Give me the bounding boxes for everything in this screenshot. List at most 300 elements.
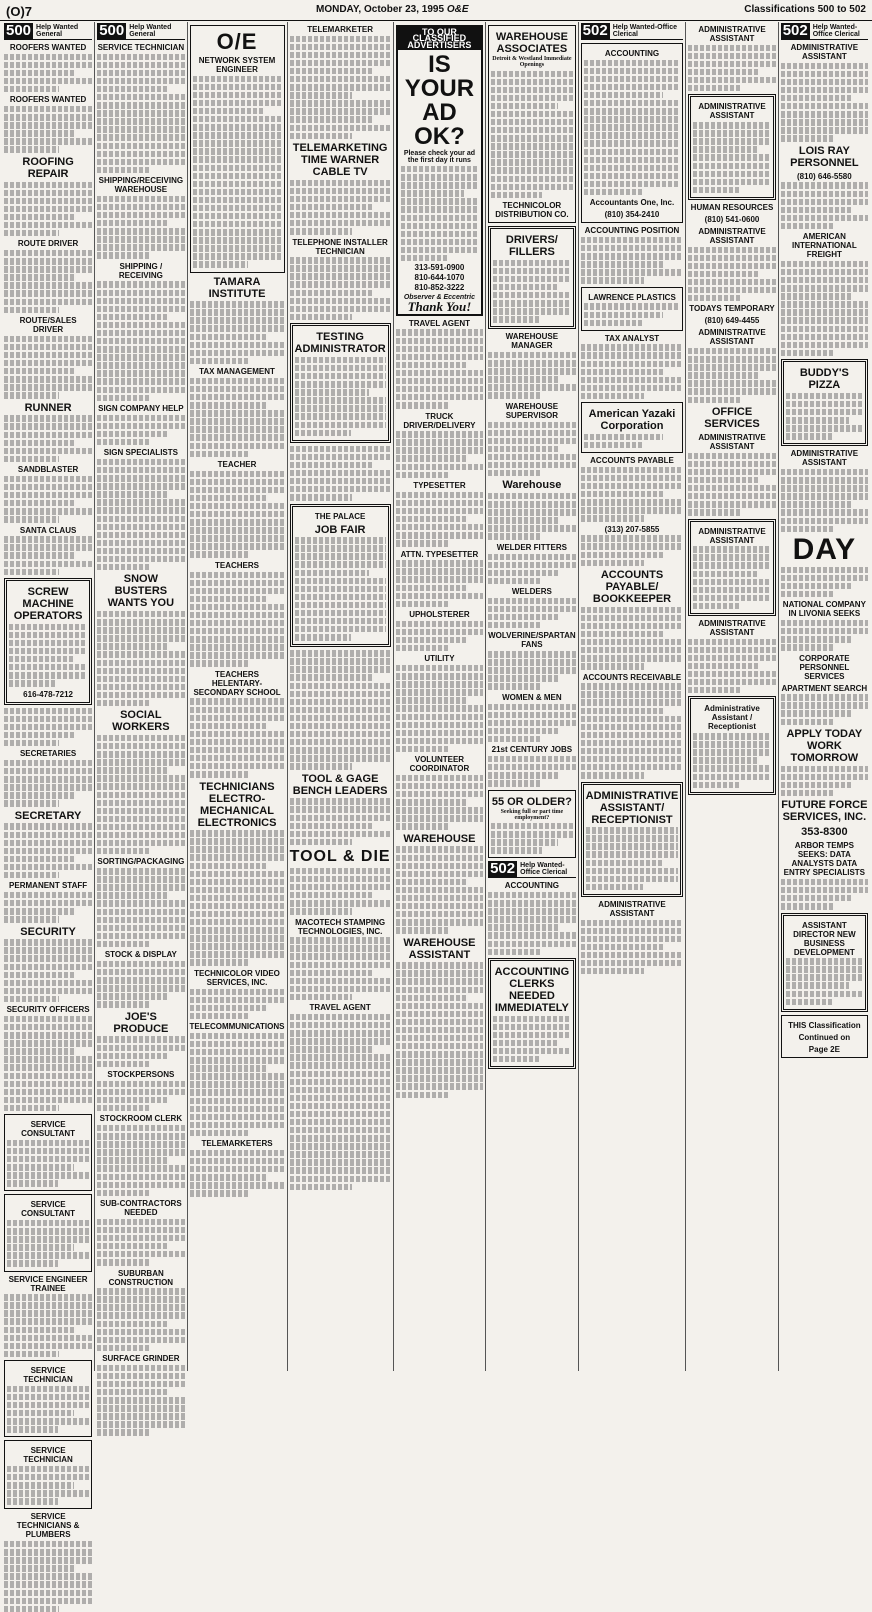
notice-thanks: Thank You!	[407, 299, 472, 315]
fine-print-line	[488, 562, 576, 568]
fine-print-line	[488, 360, 576, 366]
fine-print-line	[97, 54, 184, 60]
fine-print-line	[290, 683, 391, 689]
fine-print-line	[190, 871, 285, 877]
notice-cta: Please check your ad the first day it runs	[403, 150, 476, 164]
fine-print-line	[290, 290, 373, 296]
fine-print-line	[396, 1027, 483, 1033]
fine-print-line	[781, 501, 853, 507]
section-number: 502	[490, 860, 516, 878]
fine-print-line	[781, 199, 868, 205]
fine-print-line	[97, 415, 184, 421]
ad-heading: ATTN. TYPESETTER	[400, 549, 479, 559]
fine-print-line	[581, 552, 665, 558]
fine-print-line	[581, 740, 684, 746]
fine-print-line	[290, 462, 373, 468]
fine-print-line	[781, 309, 868, 315]
fine-print-line	[97, 94, 184, 100]
ad-heading: WELDER FITTERS	[496, 542, 567, 552]
fine-print-line	[781, 79, 868, 85]
section-number: 500	[99, 22, 125, 39]
fine-print-line	[97, 1149, 184, 1155]
fine-print-line	[190, 846, 285, 852]
fine-print-line	[190, 997, 285, 1003]
fine-print-line	[97, 378, 184, 384]
fine-print-line	[584, 165, 681, 171]
fine-print-line	[4, 516, 59, 522]
fine-print-line	[4, 972, 76, 978]
fine-print-line	[295, 373, 386, 379]
fine-print-line	[488, 438, 576, 444]
fine-print-line	[396, 722, 483, 728]
fine-print-line	[491, 847, 542, 853]
fine-print-line	[190, 443, 285, 449]
fine-print-line	[7, 1228, 89, 1234]
fine-print-line	[4, 138, 92, 144]
fine-print-line	[190, 989, 285, 995]
ad-heading: TEACHERS HELENTARY-SECONDARY SCHOOL	[193, 669, 281, 697]
fine-print-line	[190, 755, 285, 761]
fine-print-line	[786, 417, 849, 423]
fine-print-line	[781, 277, 868, 283]
fine-print-line	[7, 1236, 89, 1242]
fine-print-line	[97, 700, 151, 706]
fine-print-line	[290, 650, 391, 656]
fine-print-line	[193, 205, 282, 211]
fine-print-line	[688, 647, 775, 653]
fine-print-line	[491, 135, 573, 141]
fine-print-line	[97, 475, 184, 481]
ad-heading: WAREHOUSE SUPERVISOR	[505, 401, 559, 420]
fine-print-line	[290, 658, 391, 664]
fine-print-line	[97, 1182, 184, 1188]
fine-print-line	[396, 516, 468, 522]
fine-print-line	[97, 507, 184, 513]
fine-print-line	[396, 394, 483, 400]
fine-print-line	[97, 78, 184, 84]
fine-print-line	[290, 446, 391, 452]
fine-print-line	[688, 69, 760, 75]
fine-print-line	[396, 540, 450, 546]
fine-print-line	[4, 70, 76, 76]
fine-print-line	[581, 361, 684, 367]
boxed-ad	[688, 696, 775, 794]
ad-heading: ADMINISTRATIVE ASSISTANT	[698, 25, 766, 43]
fine-print-line	[396, 447, 483, 453]
ad-heading: PERMANENT STAFF	[9, 881, 88, 891]
fine-print-line	[295, 610, 386, 616]
fine-print-line	[488, 446, 560, 452]
fine-print-line	[290, 257, 391, 263]
fine-print-line	[290, 306, 391, 312]
fine-print-line	[97, 1157, 169, 1163]
boxed-ad	[488, 25, 576, 223]
fine-print-line	[4, 114, 92, 120]
section-number: 502	[782, 22, 808, 39]
fine-print-line	[190, 612, 285, 618]
fine-print-line	[290, 953, 391, 959]
ad-heading: SORTING/PACKAGING	[97, 857, 185, 867]
fine-print-line	[290, 723, 391, 729]
fine-print-line	[97, 684, 184, 690]
fine-print-line	[693, 154, 770, 160]
fine-print-line	[97, 491, 169, 497]
fine-print-line	[97, 792, 184, 798]
fine-print-line	[290, 188, 391, 194]
fine-print-line	[488, 908, 576, 914]
ad-heading: STOCK & DISPLAY	[104, 950, 177, 960]
fine-print-line	[4, 274, 76, 280]
fine-print-line	[190, 1114, 285, 1120]
notice-phone: 810-644-1070	[414, 272, 465, 282]
boxed-ad	[581, 402, 684, 453]
fine-print-line	[581, 724, 684, 730]
fine-print-line	[488, 517, 560, 523]
fine-print-line	[190, 1190, 249, 1196]
fine-print-line	[781, 326, 868, 332]
fine-print-line	[581, 352, 684, 358]
fine-print-line	[781, 182, 868, 188]
fine-print-line	[4, 1097, 92, 1103]
fine-print-line	[97, 840, 184, 846]
fine-print-line	[97, 1345, 151, 1351]
fine-print-line	[488, 756, 576, 762]
ad-heading: 21st CENTURY JOBS	[491, 745, 573, 755]
fine-print-line	[97, 439, 151, 445]
fine-print-line	[4, 1302, 92, 1308]
fine-print-line	[4, 214, 76, 220]
fine-print-line	[7, 1220, 89, 1226]
ad-phone: 616-478-7212	[23, 689, 73, 699]
fine-print-line	[7, 1244, 74, 1250]
fine-print-line	[4, 716, 92, 722]
boxed-ad	[290, 323, 391, 442]
ad-phone: (810) 649-4455	[704, 316, 760, 326]
fine-print-line	[97, 611, 184, 617]
fine-print-line	[488, 704, 576, 710]
fine-print-line	[491, 151, 573, 157]
fine-print-line	[97, 868, 184, 874]
fine-print-line	[290, 60, 391, 66]
fine-print-line	[97, 298, 184, 304]
fine-print-line	[781, 493, 868, 499]
fine-print-line	[396, 637, 468, 643]
fine-print-line	[786, 974, 863, 980]
fine-print-line	[97, 556, 184, 562]
fine-print-line	[193, 253, 282, 259]
fine-print-line	[781, 879, 868, 885]
fine-print-line	[190, 747, 285, 753]
fine-print-line	[396, 1083, 483, 1089]
fine-print-line	[581, 952, 684, 958]
fine-print-line	[193, 165, 282, 171]
fine-print-line	[97, 635, 184, 641]
fine-print-line	[488, 578, 542, 584]
fine-print-line	[190, 1158, 285, 1164]
fine-print-line	[97, 1243, 169, 1249]
section-header-502	[581, 23, 684, 40]
fine-print-line	[290, 180, 391, 186]
fine-print-line	[396, 697, 468, 703]
fine-print-line	[688, 287, 775, 293]
fine-print-line	[786, 409, 863, 415]
ad-heading: TAX MANAGEMENT	[199, 367, 275, 377]
fine-print-line	[4, 299, 92, 305]
fine-print-line	[584, 116, 681, 122]
fine-print-line	[97, 1251, 184, 1257]
fine-print-line	[396, 1003, 483, 1009]
fine-print-line	[4, 792, 76, 798]
fine-print-line	[688, 509, 742, 515]
fine-print-line	[190, 394, 285, 400]
fine-print-line	[493, 276, 571, 282]
fine-print-line	[7, 1172, 89, 1178]
fine-print-line	[295, 357, 386, 363]
ad-heading: TELECOMMUNICATIONS	[189, 1022, 285, 1032]
fine-print-line	[396, 576, 483, 582]
fine-print-line	[295, 430, 352, 436]
fine-print-line	[4, 1335, 92, 1341]
fine-print-line	[295, 545, 386, 551]
fine-print-line	[4, 1318, 92, 1324]
fine-print-line	[688, 45, 775, 51]
fine-print-line	[97, 387, 184, 393]
fine-print-line	[4, 900, 92, 906]
fine-print-line	[781, 710, 853, 716]
ad-heading: TELEPHONE INSTALLER TECHNICIAN	[292, 237, 388, 256]
fine-print-line	[693, 741, 770, 747]
fine-print-line	[781, 119, 868, 125]
ad-heading: RUNNER	[24, 401, 72, 414]
fine-print-line	[581, 615, 684, 621]
fine-print-line	[190, 317, 285, 323]
fine-print-line	[190, 1089, 285, 1095]
fine-print-line	[396, 645, 450, 651]
fine-print-line	[396, 402, 450, 408]
fine-print-line	[396, 532, 483, 538]
fine-print-line	[581, 467, 684, 473]
fine-print-line	[7, 1482, 74, 1488]
fine-print-line	[190, 628, 285, 634]
fine-print-line	[97, 110, 184, 116]
ad-heading: SCREW MACHINE OPERATORS	[13, 585, 83, 622]
ad-heading: ROOFERS WANTED	[9, 95, 87, 105]
fine-print-line	[97, 1174, 184, 1180]
fine-print-line	[781, 269, 868, 275]
fine-print-line	[290, 831, 391, 837]
fine-print-line	[97, 540, 184, 546]
ad-heading: JOE'S PRODUCE	[113, 1010, 169, 1035]
fine-print-line	[190, 830, 285, 836]
boxed-ad	[781, 359, 868, 446]
ad-heading: TELEMARKETERS	[201, 1139, 273, 1149]
fine-print-line	[97, 1001, 151, 1007]
fine-print-line	[290, 76, 391, 82]
fine-print-line	[190, 596, 268, 602]
ad-heading: ROOFERS WANTED	[9, 43, 87, 52]
fine-print-line	[290, 314, 353, 320]
notice-banner: TO OUR CLASSIFIED ADVERTISERS	[398, 27, 481, 50]
fine-print-line	[396, 386, 483, 392]
ad-heading: SHIPPING / RECEIVING	[118, 261, 163, 280]
ad-heading: ROUTE DRIVER	[17, 239, 79, 249]
fine-print-line	[4, 1081, 92, 1087]
boxed-ad	[581, 782, 684, 897]
fine-print-line	[781, 526, 835, 532]
section-header-502	[781, 23, 868, 40]
fine-print-line	[193, 197, 282, 203]
ad-subheading: Detroit & Westland Immediate Openings	[492, 56, 572, 69]
boxed-ad	[190, 25, 285, 273]
fine-print-line	[396, 500, 483, 506]
notice-phone: 810-852-3222	[414, 282, 465, 292]
ad-heading: TAMARA INSTITUTE	[208, 275, 266, 300]
fine-print-line	[688, 461, 775, 467]
fine-print-line	[97, 524, 184, 530]
fine-print-line	[4, 432, 92, 438]
column-3	[187, 22, 287, 1371]
fine-print-line	[396, 987, 483, 993]
fine-print-line	[4, 1565, 76, 1571]
fine-print-line	[401, 166, 478, 172]
fine-print-line	[97, 969, 184, 975]
fine-print-line	[4, 1581, 92, 1587]
fine-print-line	[488, 900, 576, 906]
fine-print-line	[396, 871, 483, 877]
fine-print-line	[396, 895, 483, 901]
ad-heading: ROOFING REPAIR	[22, 155, 74, 180]
fine-print-line	[688, 388, 775, 394]
notice-phone: 313-591-0900	[414, 262, 465, 272]
ad-heading: WAREHOUSE ASSISTANT	[403, 936, 476, 961]
ad-heading: ADMINISTRATIVE ASSISTANT	[790, 43, 859, 61]
fine-print-line	[584, 173, 681, 179]
fine-print-line	[190, 1130, 249, 1136]
fine-print-line	[581, 560, 645, 566]
fine-print-line	[688, 453, 775, 459]
fine-print-line	[97, 459, 184, 465]
fine-print-line	[190, 919, 285, 925]
fine-print-line	[190, 660, 249, 666]
fine-print-line	[488, 554, 576, 560]
fine-print-line	[97, 134, 184, 140]
fine-print-line	[786, 999, 834, 1005]
ad-heading: AMERICAN INTERNATIONAL FREIGHT	[791, 232, 857, 260]
fine-print-line	[688, 356, 775, 362]
fine-print-line	[584, 76, 681, 82]
fine-print-line	[190, 879, 285, 885]
fine-print-line	[7, 1410, 74, 1416]
ad-heading: SNOW BUSTERS WANTS YOU	[107, 573, 175, 610]
fine-print-line	[488, 949, 542, 955]
fine-print-line	[97, 1133, 184, 1139]
fine-print-line	[190, 652, 285, 658]
fine-print-line	[781, 583, 853, 589]
fine-print-line	[4, 336, 92, 342]
fine-print-line	[581, 732, 684, 738]
fine-print-line	[584, 124, 681, 130]
fine-print-line	[396, 593, 483, 599]
fine-print-line	[7, 1386, 89, 1392]
fine-print-line	[190, 854, 285, 860]
column-2	[94, 22, 186, 1371]
fine-print-line	[97, 1365, 184, 1371]
fine-print-line	[4, 1048, 76, 1054]
fine-print-line	[4, 448, 92, 454]
fine-print-line	[4, 908, 76, 914]
fine-print-line	[193, 100, 282, 106]
fine-print-line	[488, 736, 542, 742]
fine-print-line	[193, 76, 282, 82]
section-label: Help Wanted-Office Clerical	[520, 861, 568, 877]
fine-print-line	[688, 364, 775, 370]
fine-print-line	[4, 988, 92, 994]
fine-print-line	[4, 536, 92, 542]
fine-print-line	[97, 1036, 184, 1042]
fine-print-line	[7, 1402, 89, 1408]
fine-print-line	[295, 586, 386, 592]
ad-heading: TELEMARKETER	[307, 25, 374, 34]
ad-heading: SIGN SPECIALISTS	[103, 448, 178, 458]
fine-print-line	[7, 1394, 89, 1400]
fine-print-line	[4, 980, 92, 986]
fine-print-line	[190, 644, 285, 650]
fine-print-line	[7, 1156, 89, 1162]
fine-print-line	[488, 501, 576, 507]
ad-heading: WELDERS	[511, 587, 552, 597]
fine-print-line	[493, 1032, 571, 1038]
fine-print-line	[4, 1606, 59, 1612]
fine-print-line	[190, 620, 285, 626]
fine-print-line	[581, 623, 684, 629]
fine-print-line	[290, 36, 391, 42]
ad-heading: ACCOUNTING CLERKS NEEDED IMMEDIATELY	[494, 966, 570, 1015]
fine-print-line	[290, 707, 391, 713]
ad-heading: TECHNICIANS ELECTRO-MECHANICAL ELECTRONICS	[197, 780, 277, 829]
fine-print-line	[581, 499, 684, 505]
fine-print-line	[290, 1176, 391, 1182]
fine-print-line	[4, 544, 92, 550]
fine-print-line	[295, 578, 386, 584]
masthead	[0, 0, 872, 21]
fine-print-line	[190, 895, 285, 901]
fine-print-line	[97, 467, 184, 473]
fine-print-line	[97, 1259, 151, 1265]
fine-print-line	[9, 664, 87, 670]
fine-print-line	[581, 663, 645, 669]
fine-print-line	[781, 485, 868, 491]
fine-print-line	[396, 962, 483, 968]
fine-print-line	[290, 52, 391, 58]
fine-print-line	[290, 68, 373, 74]
fine-print-line	[491, 119, 573, 125]
fine-print-line	[290, 265, 391, 271]
fine-print-line	[193, 132, 282, 138]
fine-print-line	[295, 537, 386, 543]
fine-print-line	[396, 730, 483, 736]
fine-print-line	[190, 959, 249, 965]
fine-print-line	[190, 1073, 285, 1079]
fine-print-line	[693, 179, 770, 185]
ad-heading: SECURITY OFFICERS	[6, 1005, 90, 1015]
ad-phone: (810) 354-2410	[604, 210, 660, 220]
fine-print-line	[781, 135, 835, 141]
fine-print-line	[493, 268, 571, 274]
fine-print-line	[396, 823, 450, 829]
fine-print-line	[9, 624, 87, 630]
continued-line: THIS Classification	[788, 1020, 861, 1030]
fine-print-line	[584, 181, 681, 187]
